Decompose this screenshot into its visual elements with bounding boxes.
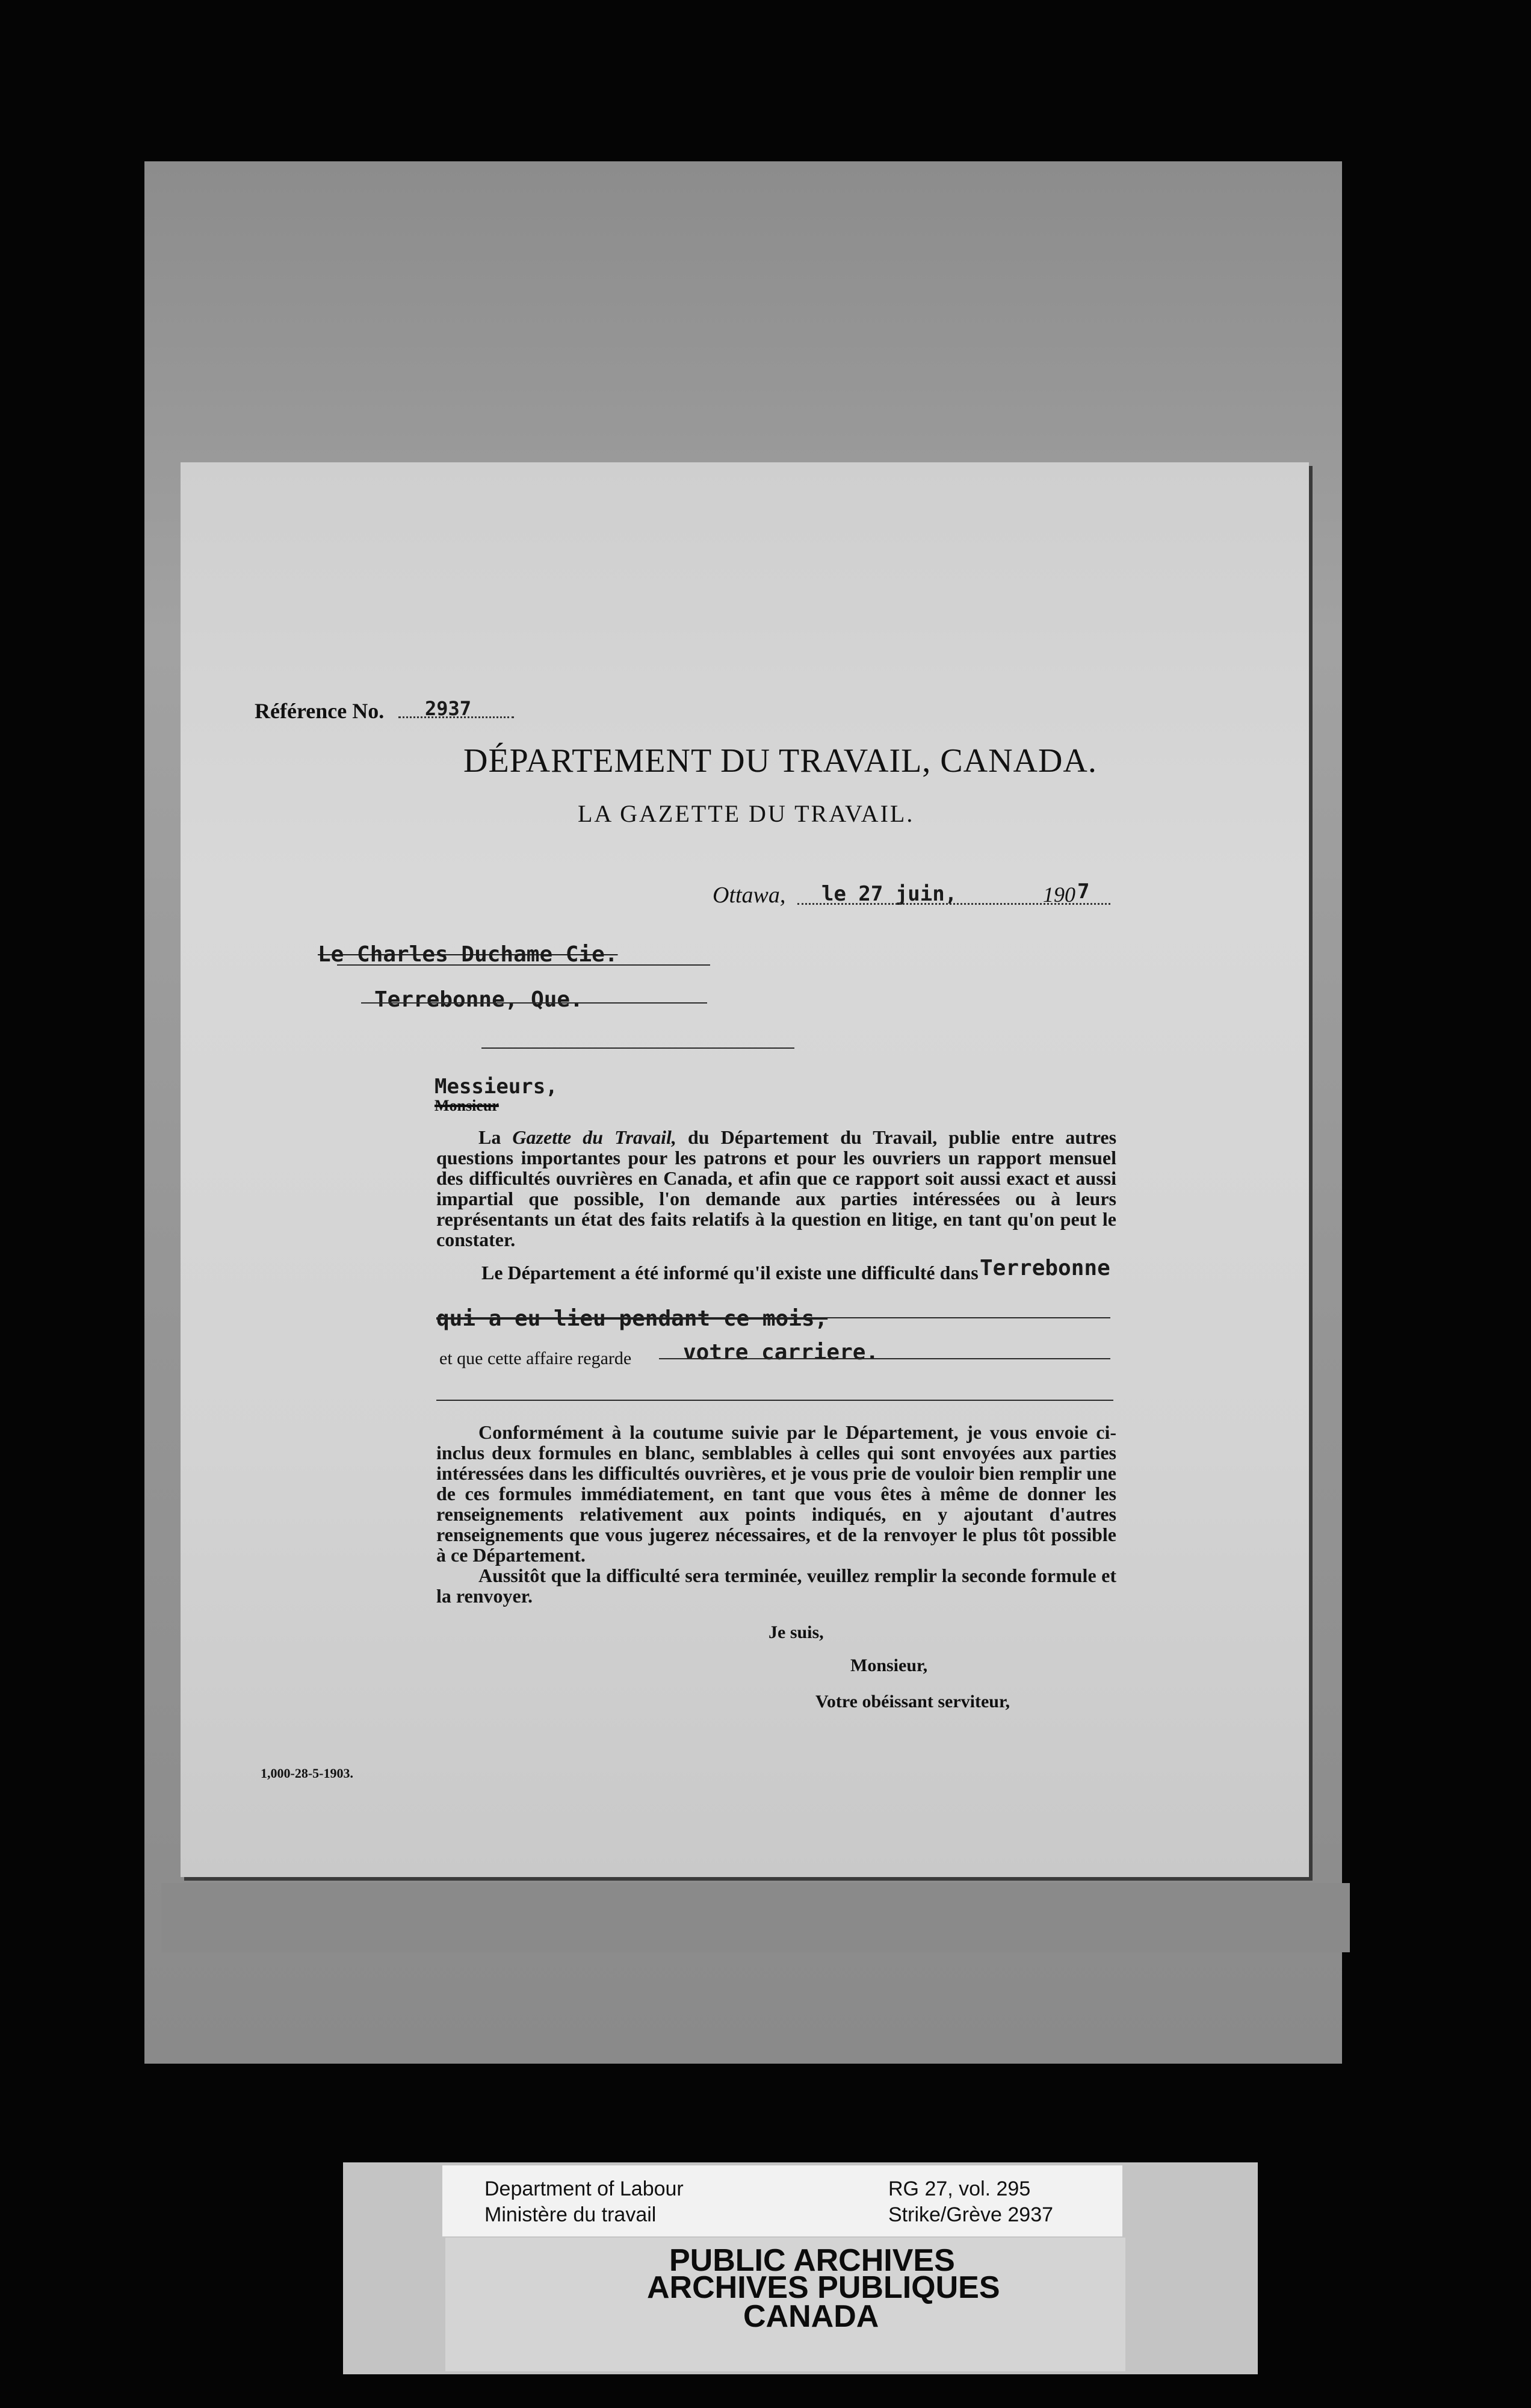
closing-monsieur: Monsieur, [850, 1656, 928, 1675]
backing-sheet-lower [161, 1883, 1350, 1952]
paragraph-intro-lead: La [478, 1126, 501, 1148]
stamp-archives-fr: ARCHIVES PUBLIQUES [647, 2270, 1000, 2305]
addressee-name: Le Charles Duchame Cie. [318, 942, 618, 967]
dateline-city: Ottawa, [713, 883, 786, 908]
label-dept-en: Department of Labour [484, 2177, 684, 2200]
stamp-country: CANADA [743, 2299, 879, 2334]
label-dept-fr: Ministère du travail [484, 2203, 657, 2226]
gazette-title: LA GAZETTE DU TRAVAIL. [578, 800, 915, 827]
label-rg: RG 27, vol. 295 [888, 2177, 1031, 2200]
paragraph-intro [436, 1127, 1116, 1250]
reference-label: Référence No. [255, 699, 385, 723]
addressee-line-1 [337, 964, 710, 966]
paragraph-intro-rest: du Département du Travail, publie entre autres questions importantes pour les patrons et pour les ouvriers un rapport mensuel des difficultés ouvrières en Canada, et afin que ce rapport soit aussi exact et aussi impartial que possible, l'on demande aux parties intéressées ou à leurs représentants un état des faits relatifs à la question en litige, en tant qu'on peut le constater. [436, 1126, 1117, 1250]
salutation-crossed: Monsieur [435, 1097, 499, 1114]
addressee-line-2 [361, 1002, 707, 1004]
addressee-location: Terrebonne, Que. [374, 987, 583, 1012]
informed-text: Le Département a été informé qu'il existe une difficulté dans [481, 1262, 979, 1283]
gazette-name: Gazette du Travail, [512, 1126, 676, 1148]
concerns-line [659, 1358, 1110, 1359]
closing-servant: Votre obéissant serviteur, [815, 1692, 1010, 1711]
dateline-year-suffix: 7 [1077, 880, 1090, 904]
dateline-year-prefix: 190 [1043, 883, 1075, 907]
salutation-typed: Messieurs, [435, 1075, 558, 1099]
stamp-archives-en: PUBLIC ARCHIVES [669, 2243, 955, 2278]
paragraph-forms: Conformément à la coutume suivie par le Département, je vous envoie ci-inclus deux formules en blanc, semblables à celles qui sont envoyées aux parties intéressées dans les difficultés ouvrières, et je vous prie de vouloir bien remplir une de ces formules immédiatement, en tant que vous êtes à même de donner les renseignements relativement aux points indiqués, en y ajoutant d'autres renseignements que vous jugerez nécessaires, et de la renvoyer le plus tôt possible à ce Département. [436, 1421, 1116, 1566]
during-line [436, 1317, 1110, 1318]
reference-number: 2937 [425, 697, 472, 720]
informed-place: Terrebonne [980, 1256, 1110, 1280]
closing-je-suis: Je suis, [769, 1622, 824, 1642]
paragraph-return: Aussitôt que la difficulté sera terminée, veuillez remplir la seconde formule et la renvoyer. [436, 1565, 1116, 1607]
label-strike: Strike/Grève 2937 [888, 2203, 1054, 2226]
concerns-value: votre carriere. [683, 1340, 879, 1365]
blank-line [436, 1400, 1113, 1401]
addressee-line-3 [481, 1047, 794, 1049]
dateline-date: le 27 juin, [821, 882, 957, 906]
department-title: DÉPARTEMENT DU TRAVAIL, CANADA. [463, 742, 1097, 780]
concerns-label: et que cette affaire regarde [439, 1348, 632, 1368]
form-code: 1,000-28-5-1903. [261, 1766, 353, 1781]
during-text: qui a eu lieu pendant ce mois, [436, 1306, 828, 1331]
